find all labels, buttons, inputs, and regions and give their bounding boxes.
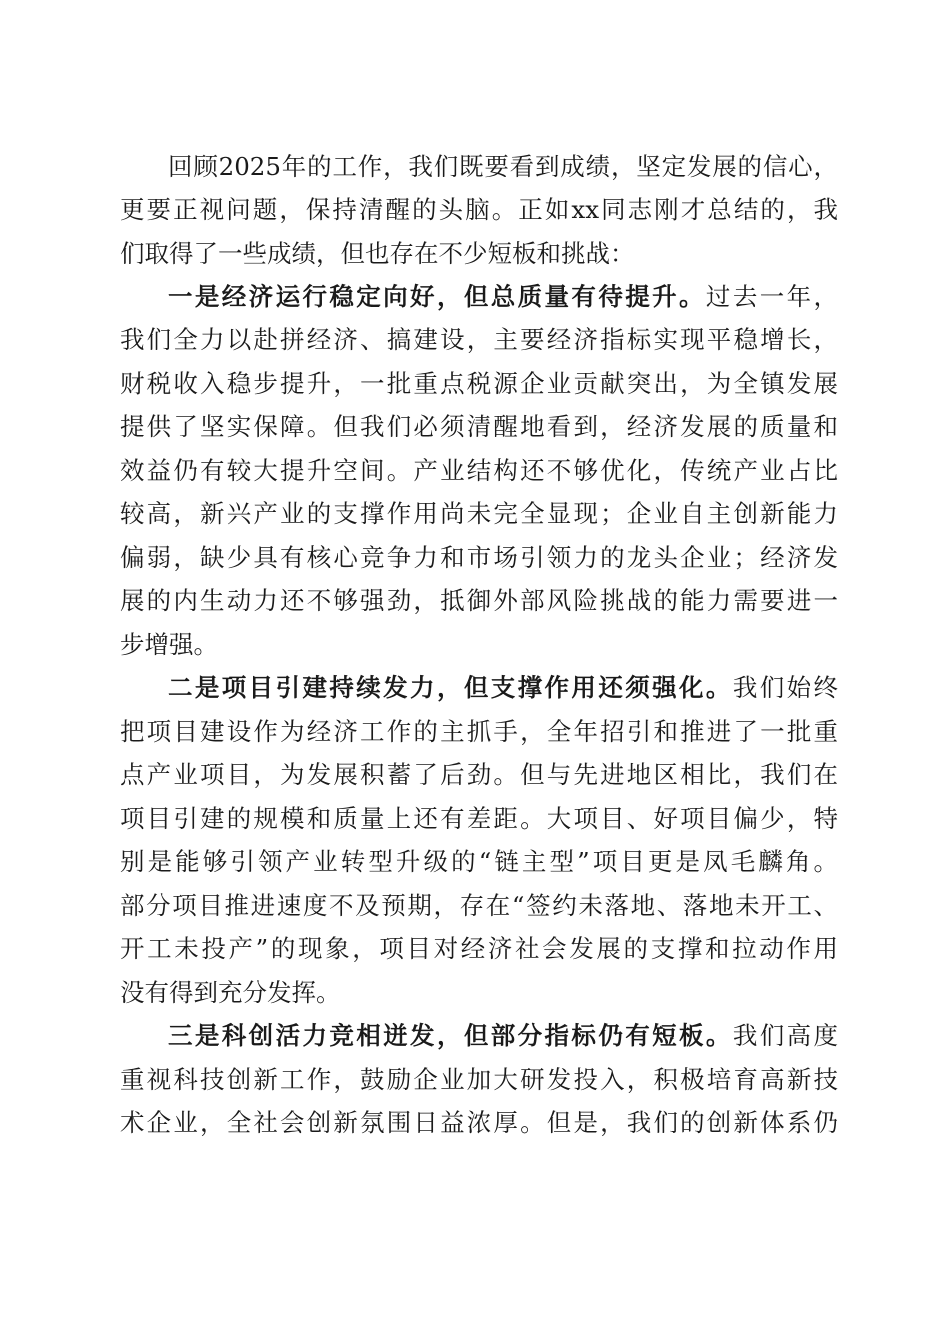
paragraph-line: 项目引建的规模和质量上还有差距。大项目、好项目偏少，特 [120,804,838,833]
heading-continuation: 过去一年， [705,282,838,311]
paragraph-line: 偏弱，缺少具有核心竞争力和市场引领力的龙头企业；经济发 [120,543,838,572]
paragraph-line: 把项目建设作为经济工作的主抓手，全年招引和推进了一批重 [120,717,838,746]
paragraph-line: 没有得到充分发挥。 [120,978,341,1007]
heading-continuation: 我们高度 [732,1021,838,1050]
section-heading-1: 一是经济运行稳定向好，但总质量有待提升。 [168,282,706,311]
paragraph-line: 术企业，全社会创新氛围日益浓厚。但是，我们的创新体系仍 [120,1108,838,1137]
paragraph-line: 提供了坚实保障。但我们必须清醒地看到，经济发展的质量和 [120,412,838,441]
section-heading-2: 二是项目引建持续发力，但支撑作用还须强化。 [168,673,733,702]
paragraph-line: 效益仍有较大提升空间。产业结构还不够优化，传统产业占比 [120,456,838,485]
section-heading-line [168,282,838,312]
paragraph-line: 更要正视问题，保持清醒的头脑。正如xx同志刚才总结的，我 [120,195,838,224]
paragraph-line: 展的内生动力还不够强劲，抵御外部风险挑战的能力需要进一 [120,586,838,615]
paragraph-line: 部分项目推进速度不及预期，存在“签约未落地、落地未开工、 [120,891,838,920]
section-heading-3: 三是科创活力竞相迸发，但部分指标仍有短板。 [168,1021,733,1050]
heading-continuation: 我们始终 [732,673,838,702]
paragraph-line: 我们全力以赴拼经济、搞建设，主要经济指标实现平稳增长， [120,325,838,354]
paragraph-line: 开工未投产”的现象，项目对经济社会发展的支撑和拉动作用 [120,934,838,963]
paragraph-line: 回顾2025年的工作，我们既要看到成绩，坚定发展的信心， [168,152,838,181]
paragraph-line: 财税收入稳步提升，一批重点税源企业贡献突出，为全镇发展 [120,369,838,398]
paragraph-line: 点产业项目，为发展积蓄了后劲。但与先进地区相比，我们在 [120,760,838,789]
section-heading-line [168,1021,838,1051]
paragraph-line: 别是能够引领产业转型升级的“链主型”项目更是凤毛麟角。 [120,847,838,876]
paragraph-line: 较高，新兴产业的支撑作用尚未完全显现；企业自主创新能力 [120,499,838,528]
section-heading-line [168,673,838,703]
paragraph-line: 们取得了一些成绩，但也存在不少短板和挑战： [120,239,635,268]
paragraph-line: 重视科技创新工作，鼓励企业加大研发投入，积极培育高新技 [120,1065,838,1094]
paragraph-line: 步增强。 [120,630,218,659]
